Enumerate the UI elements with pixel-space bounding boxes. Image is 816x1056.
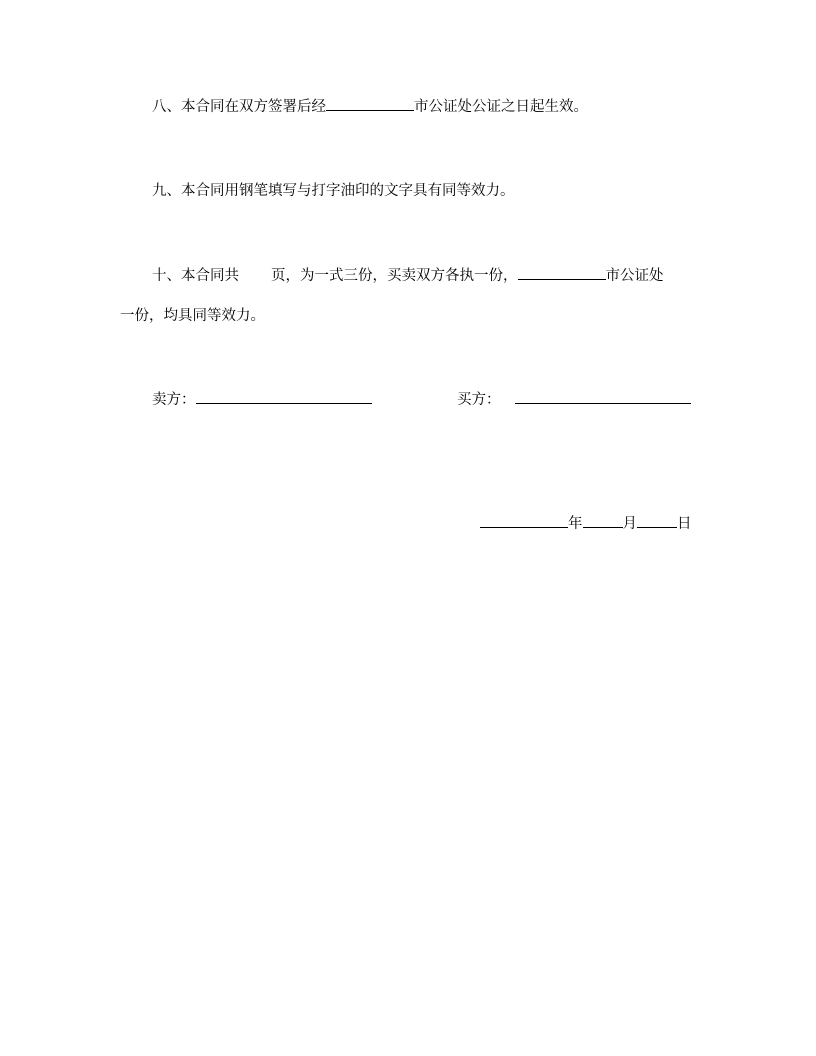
clause-eight	[152, 96, 588, 117]
clause-ten-text-start: 十、本合同共	[152, 268, 239, 284]
seller-signature-line	[196, 389, 372, 404]
day-blank	[637, 513, 677, 528]
clause-ten-line-two	[120, 306, 265, 326]
clause-ten-text-middle: 页，为一式三份，买卖双方各执一份，	[271, 268, 518, 284]
seller-label: 卖方：	[152, 392, 196, 408]
clause-ten-continuation: 一份，均具同等效力。	[120, 308, 265, 324]
clause-nine-text: 九、本合同用钢笔填写与打字油印的文字具有同等效力。	[152, 183, 515, 199]
date-line	[480, 513, 692, 534]
notary-city-blank-2	[518, 265, 606, 280]
day-label: 日	[677, 516, 692, 532]
buyer-signature-line	[515, 389, 691, 404]
year-label: 年	[568, 516, 583, 532]
clause-ten-line-one	[152, 265, 664, 286]
seller-signature	[152, 389, 372, 410]
clause-ten-text-end: 市公证处	[605, 268, 664, 284]
clause-eight-text-end: 市公证处公证之日起生效。	[414, 99, 588, 115]
month-blank	[583, 513, 623, 528]
notary-city-blank	[326, 96, 414, 111]
clause-nine	[152, 181, 515, 201]
year-blank	[480, 513, 568, 528]
month-label: 月	[622, 516, 637, 532]
buyer-label: 买方：	[457, 392, 501, 408]
clause-eight-text-start: 八、本合同在双方签署后经	[152, 99, 326, 115]
buyer-signature	[457, 389, 691, 410]
